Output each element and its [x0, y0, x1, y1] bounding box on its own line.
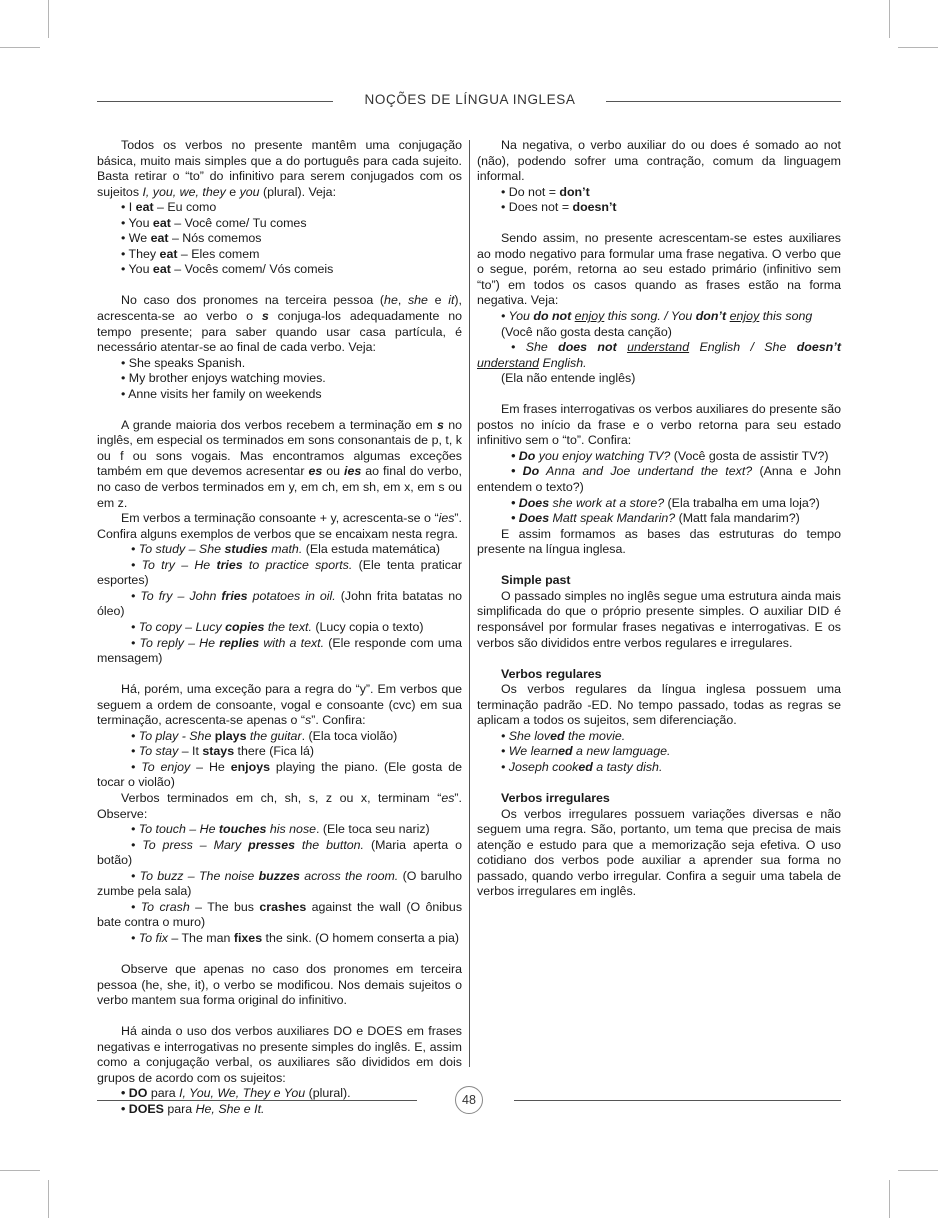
paragraph: Há, porém, uma exceção para a regra do “y”. Em verbos que seguem a ordem de consoante, vogal e consoante (cvc) em sua terminação, acrescenta-se apenas o “s”. Confira: [97, 682, 462, 728]
paragraph: Em frases interrogativas os verbos auxiliares do presente são postos no início da frase e o verbo retorna para seu estado infinitivo sem o “to”. Confira: [477, 402, 841, 448]
crop-mark [889, 0, 890, 38]
list-item: • Does Matt speak Mandarin? (Matt fala mandarim?) [511, 511, 800, 526]
list-item: • We learned a new lamguage. [501, 744, 671, 759]
paragraph: A grande maioria dos verbos recebem a terminação em s no inglês, em especial os terminados em sons consonantais de p, t, k ou f ou sons vogais. Mas encontramos algumas exceções também em que devemos acresentar es ou ies ao final do verbo, no caso de verbos terminados em y, em ch, em sh, em x, em s ou em z. [97, 417, 462, 510]
list-item: • To study – She studies math. (Ela estuda matemática) [131, 542, 440, 557]
spacer [477, 651, 841, 667]
paragraph: Observe que apenas no caso dos pronomes em terceira pessoa (he, she, it), o verbo se modificou. Nos demais sujeitos o verbo mantem sua forma original do infinitivo. [97, 961, 462, 1008]
list-item: • To copy – Lucy copies the text. (Lucy copia o texto) [131, 619, 424, 634]
right-column [477, 138, 841, 900]
translation: (Você não gosta desta canção) [501, 324, 672, 339]
paragraph: No caso dos pronomes na terceira pessoa (he, she e it), acrescenta-se ao verbo o s conjuga-los adequadamente no tempo presente; para saber quando usar casa partícula, é necessário atentar-se ao final de cada verbo. Veja: [97, 293, 463, 355]
list-item: • DO para I, You, We, They e You (plural). [121, 1086, 351, 1101]
example-sentence: • You do not enjoy this song. / You don’t enjoy this song [501, 309, 813, 324]
list-item: • To buzz – The noise buzzes across the room. (O barulho zumbe pela sala) [97, 868, 462, 899]
section-heading-simple-past: Simple past [501, 573, 571, 588]
paragraph: Os verbos regulares da língua inglesa possuem uma terminação padrão -ED. No tempo passado, todas as regras se aplicam a todos os sujeitos, sem diferenciação. [477, 682, 841, 728]
crop-mark [898, 47, 938, 48]
paragraph: Verbos terminados em ch, sh, s, z ou x, terminam “es”. Observe: [97, 790, 462, 821]
crop-mark [898, 1170, 938, 1171]
footer-rule-right [514, 1100, 841, 1101]
list-item: • To crash – The bus crashes against the wall (O ônibus bate contra o muro) [97, 899, 463, 930]
crop-mark [0, 47, 40, 48]
paragraph: Na negativa, o verbo auxiliar do ou does é somado ao not (não), podendo sofrer uma contração, comum da linguagem informal. [477, 138, 841, 184]
crop-mark [48, 1180, 49, 1218]
list-item: • You eat – Você come/ Tu comes [121, 215, 307, 230]
list-item: • To fry – John fries potatoes in oil. (John frita batatas no óleo) [97, 588, 462, 619]
header-rule-right [606, 101, 841, 102]
spacer [97, 402, 462, 418]
paragraph: O passado simples no inglês segue uma estrutura ainda mais simplificada do que o próprio presente simples. O auxiliar DID é responsável por formular frases negativas e interrogativas. E os verbos são divididos entre verbos regulares e irregulares. [477, 588, 841, 650]
list-item: • To reply – He replies with a text. (Ele responde com uma mensagem) [97, 635, 463, 666]
spacer [97, 946, 462, 962]
spacer [97, 278, 462, 294]
list-item: • My brother enjoys watching movies. [121, 371, 326, 386]
example-sentence: • She does not understand English / She doesn’t understand English. [477, 340, 841, 370]
crop-mark [48, 0, 49, 38]
list-item: • To stay – It stays there (Fica lá) [131, 744, 314, 759]
list-item: • They eat – Eles comem [121, 246, 260, 261]
spacer [477, 558, 841, 574]
list-item: • She speaks Spanish. [121, 355, 246, 370]
list-item: • You eat – Vocês comem/ Vós comeis [121, 262, 334, 277]
spacer [97, 1009, 462, 1025]
list-item: • To try – He tries to practice sports. (Ele tenta praticar esportes) [97, 557, 462, 588]
paragraph: Em verbos a terminação consoante + y, acrescenta-se o “ies”. Confira alguns exemplos de verbos que se encaixam nesta regra. [97, 511, 462, 541]
section-heading-irregular-verbs: Verbos irregulares [501, 790, 610, 805]
crop-mark [889, 1180, 890, 1218]
paragraph: Os verbos irregulares possuem variações diversas e não seguem uma regra. São, portanto, um tema que precisa de mais atenção e estudo para que a memorização seja efetiva. O uso cotidiano dos verbos pode auxiliar a aprender sua forma no passado, quando verbo irregular. Confira a seguir uma tabela de verbos irregulares em inglês. [477, 806, 841, 899]
list-item: • DOES para He, She e It. [121, 1101, 265, 1116]
page-header-title: NOÇÕES DE LÍNGUA INGLESA [364, 92, 576, 107]
list-item: • To fix – The man fixes the sink. (O homem conserta a pia) [131, 930, 460, 945]
list-item: • Anne visits her family on weekends [121, 386, 322, 401]
spacer [97, 667, 462, 683]
list-item: • I eat – Eu como [121, 200, 217, 215]
list-item: • We eat – Nós comemos [121, 231, 262, 246]
paragraph: E assim formamos as bases das estruturas do tempo presente na língua inglesa. [477, 526, 841, 557]
list-item: • To play - She plays the guitar. (Ela toca violão) [131, 728, 398, 743]
left-column [97, 138, 462, 1117]
list-item: • To enjoy – He enjoys playing the piano. (Ele gosta de tocar o violão) [97, 759, 462, 790]
spacer [477, 216, 841, 232]
list-item: • Do not = don’t [501, 184, 590, 199]
translation: (Ela não entende inglês) [501, 371, 636, 386]
list-item: • She loved the movie. [501, 728, 626, 743]
spacer [477, 387, 841, 403]
paragraph: Todos os verbos no presente mantêm uma conjugação básica, muito mais simples que a do português para cada sujeito. Basta retirar o “to” do infinitivo para serem conjugados com os sujeitos I, you, we, they e you (plural). Veja: [97, 138, 462, 199]
spacer [477, 775, 841, 791]
footer-rule-left [97, 1100, 417, 1101]
list-item: • Do Anna and Joe undertand the text? (Anna e John entendem o texto?) [477, 464, 841, 495]
page-number: 48 [455, 1086, 483, 1114]
list-item: • To touch – He touches his nose. (Ele toca seu nariz) [131, 822, 430, 837]
list-item: • Joseph cooked a tasty dish. [501, 759, 663, 774]
list-item: • Does she work at a store? (Ela trabalha em uma loja?) [511, 495, 820, 510]
list-item: • Does not = doesn’t [501, 200, 617, 215]
paragraph: Há ainda o uso dos verbos auxiliares DO e DOES em frases negativas e interrogativas no presente simples do inglês. E, assim como a conjugação verbal, os auxiliares são divididos em dois grupos de acordo com os sujeitos: [97, 1024, 462, 1085]
crop-mark [0, 1170, 40, 1171]
column-divider [469, 140, 470, 1067]
header-rule-left [97, 101, 333, 102]
list-item: • To press – Mary presses the button. (Maria aperta o botão) [97, 837, 462, 868]
section-heading-regular-verbs: Verbos regulares [501, 666, 602, 681]
list-item: • Do you enjoy watching TV? (Você gosta de assistir TV?) [511, 448, 829, 463]
paragraph: Sendo assim, no presente acrescentam-se estes auxiliares ao modo negativo para formular uma frase negativa. O verbo que o segue, porém, retorna ao seu estado primário (infinitivo sem “to”) em todos os casos quando as frases estão na forma negativa. Veja: [477, 231, 841, 308]
